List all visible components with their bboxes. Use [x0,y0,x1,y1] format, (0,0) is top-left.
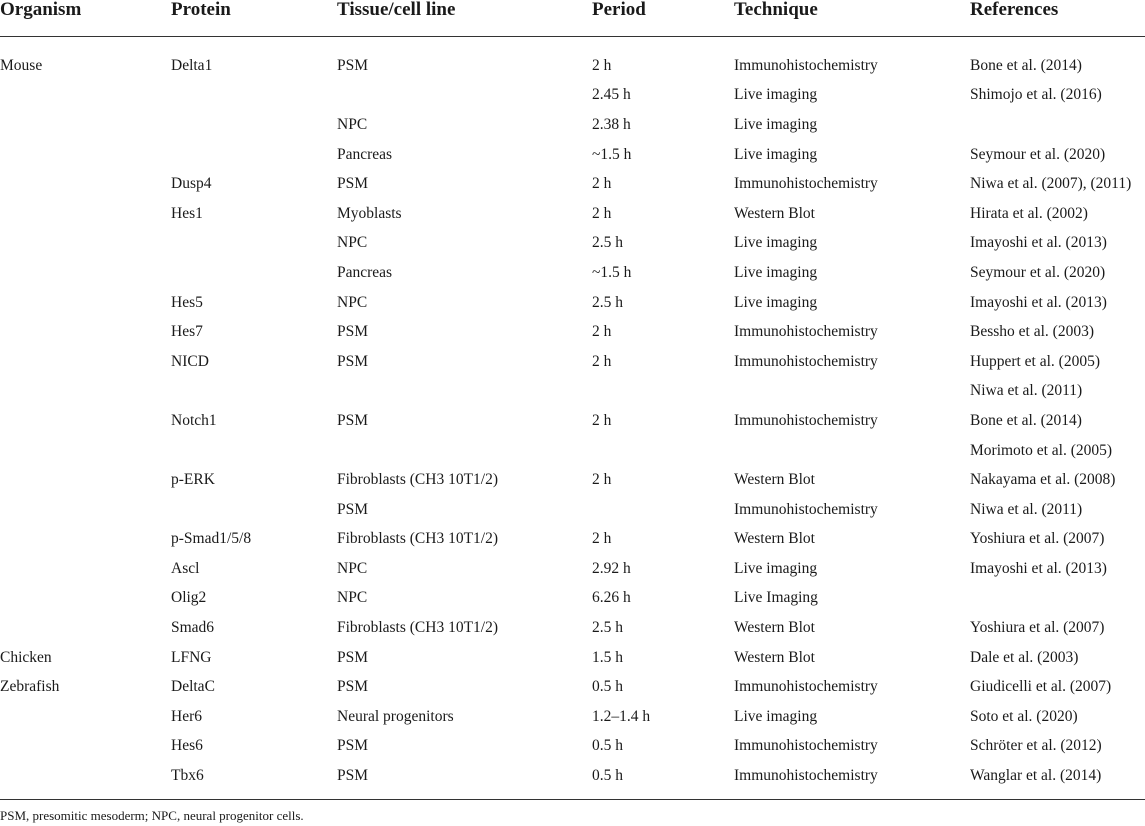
cell-period: 2.45 h [592,86,631,104]
cell-period: 2.5 h [592,619,623,637]
table-row [0,406,1145,436]
cell-protein [171,436,337,466]
cell-organism: Zebrafish [0,678,60,696]
cell-protein [171,229,337,259]
cell-tissue: NPC [337,589,368,607]
cell-reference: Wanglar et al. (2014) [970,767,1102,785]
cell-period: 2.92 h [592,559,631,577]
cell-tissue: Fibroblasts (CH3 10T1/2) [337,471,499,489]
cell-organism [0,199,171,229]
cell-reference: Yoshiura et al. (2007) [970,530,1105,548]
cell-reference: Huppert et al. (2005) [970,352,1100,370]
cell-protein: p-ERK [171,471,215,489]
table-row [0,258,1145,288]
cell-protein [171,377,337,407]
cell-tissue: PSM [337,411,369,429]
cell-protein: p-Smad1/5/8 [171,530,252,548]
cell-technique: Live imaging [734,263,818,281]
cell-tissue: NPC [337,293,368,311]
cell-period: 2.38 h [592,115,631,133]
cell-tissue: Fibroblasts (CH3 10T1/2) [337,619,499,637]
cell-tissue: Pancreas [337,263,393,281]
cell-reference: Niwa et al. (2011) [970,500,1083,518]
header-organism: Organism [0,0,171,37]
cell-protein: Notch1 [171,411,217,429]
cell-reference: Bessho et al. (2003) [970,323,1094,341]
cell-technique: Live imaging [734,234,818,252]
table-row [0,613,1145,643]
cell-protein [171,258,337,288]
table-row [0,761,1145,791]
header-tissue: Tissue/cell line [337,0,592,37]
cell-reference: Niwa et al. (2007), (2011) [970,175,1132,193]
cell-tissue [337,436,592,466]
table-body [0,37,1145,791]
cell-organism [0,169,171,199]
cell-period: 2 h [592,352,612,370]
cell-tissue: PSM [337,352,369,370]
cell-organism [0,317,171,347]
cell-period: ~1.5 h [592,145,632,163]
cell-organism [0,732,171,762]
cell-reference: Shimojo et al. (2016) [970,86,1102,104]
cell-period: 1.5 h [592,648,623,666]
cell-protein [171,495,337,525]
header-row [0,0,1145,37]
cell-technique: Western Blot [734,648,815,666]
cell-organism [0,495,171,525]
cell-tissue: Neural progenitors [337,707,454,725]
cell-period: 2 h [592,204,612,222]
cell-reference: Bone et al. (2014) [970,56,1082,74]
cell-period: 0.5 h [592,767,623,785]
cell-reference: Dale et al. (2003) [970,648,1079,666]
cell-reference: Nakayama et al. (2008) [970,471,1116,489]
cell-technique: Live imaging [734,707,818,725]
cell-protein: LFNG [171,648,212,666]
cell-reference: Morimoto et al. (2005) [970,441,1113,459]
table-row [0,81,1145,111]
table-row [0,495,1145,525]
cell-reference: Seymour et al. (2020) [970,263,1106,281]
cell-organism: Chicken [0,648,52,666]
cell-period: 2.5 h [592,234,623,252]
cell-organism [0,140,171,170]
table-row [0,51,1145,81]
table-row [0,377,1145,407]
cell-technique [734,436,970,466]
cell-technique: Immunohistochemistry [734,411,878,429]
cell-protein [171,140,337,170]
cell-reference: Schröter et al. (2012) [970,737,1102,755]
cell-technique: Live Imaging [734,589,818,607]
cell-tissue: PSM [337,767,369,785]
cell-reference: Imayoshi et al. (2013) [970,293,1107,311]
cell-period: 2 h [592,175,612,193]
cell-period: 6.26 h [592,589,631,607]
cell-protein: DeltaC [171,678,215,696]
cell-protein: Hes5 [171,293,203,311]
cell-tissue: PSM [337,500,369,518]
cell-technique: Immunohistochemistry [734,352,878,370]
cell-tissue: Myoblasts [337,204,402,222]
cell-technique: Immunohistochemistry [734,175,878,193]
cell-reference: Bone et al. (2014) [970,411,1082,429]
cell-organism [0,554,171,584]
cell-protein: Olig2 [171,589,207,607]
cell-period: 1.2–1.4 h [592,707,651,725]
cell-period [592,495,734,525]
table-row [0,554,1145,584]
cell-tissue: PSM [337,323,369,341]
cell-tissue: Pancreas [337,145,393,163]
cell-organism [0,525,171,555]
cell-protein [171,81,337,111]
cell-organism [0,110,171,140]
header-technique: Technique [734,0,970,37]
cell-reference: Imayoshi et al. (2013) [970,234,1107,252]
cell-reference: Imayoshi et al. (2013) [970,559,1107,577]
cell-organism [0,761,171,791]
cell-technique: Live imaging [734,145,818,163]
cell-technique: Western Blot [734,530,815,548]
cell-technique: Western Blot [734,471,815,489]
cell-protein: Delta1 [171,56,213,74]
table-row [0,140,1145,170]
cell-technique: Immunohistochemistry [734,678,878,696]
table-row [0,199,1145,229]
cell-reference [970,584,1145,614]
cell-protein: Her6 [171,707,202,725]
cell-technique: Immunohistochemistry [734,737,878,755]
header-spacer [0,37,1145,52]
table-footnote: PSM, presomitic mesoderm; NPC, neural progenitor cells. [0,808,304,823]
cell-reference: Hirata et al. (2002) [970,204,1088,222]
cell-organism [0,81,171,111]
cell-organism [0,288,171,318]
table-row [0,732,1145,762]
cell-protein: Hes7 [171,323,203,341]
cell-reference: Yoshiura et al. (2007) [970,619,1105,637]
cell-tissue: PSM [337,175,369,193]
cell-technique: Immunohistochemistry [734,323,878,341]
table-row [0,317,1145,347]
cell-organism [0,436,171,466]
cell-protein: Hes1 [171,204,203,222]
cell-organism [0,347,171,377]
cell-protein [171,110,337,140]
table-row [0,465,1145,495]
cell-technique: Immunohistochemistry [734,56,878,74]
cell-period: 2 h [592,56,612,74]
cell-technique [734,377,970,407]
table-row [0,169,1145,199]
cell-technique: Western Blot [734,619,815,637]
cell-organism [0,465,171,495]
cell-organism [0,613,171,643]
cell-protein: Smad6 [171,619,215,637]
cell-tissue: NPC [337,559,368,577]
header-protein: Protein [171,0,337,37]
table-row [0,672,1145,702]
cell-protein: NICD [171,352,209,370]
table-row [0,584,1145,614]
cell-organism [0,377,171,407]
cell-technique: Live imaging [734,86,818,104]
cell-technique: Western Blot [734,204,815,222]
cell-protein: Dusp4 [171,175,212,193]
table-row [0,436,1145,466]
cell-period: 2.5 h [592,293,623,311]
table-row [0,702,1145,732]
cell-tissue [337,377,592,407]
cell-period: 0.5 h [592,737,623,755]
cell-organism [0,406,171,436]
cell-technique: Live imaging [734,293,818,311]
cell-tissue: Fibroblasts (CH3 10T1/2) [337,530,499,548]
cell-period: 0.5 h [592,678,623,696]
cell-protein: Tbx6 [171,767,204,785]
table-row [0,288,1145,318]
table-row [0,347,1145,377]
cell-technique: Immunohistochemistry [734,767,878,785]
cell-technique: Live imaging [734,115,818,133]
table-header [0,0,1145,37]
cell-period: 2 h [592,323,612,341]
cell-organism: Mouse [0,56,43,74]
cell-period: ~1.5 h [592,263,632,281]
cell-reference: Soto et al. (2020) [970,707,1078,725]
cell-period: 2 h [592,530,612,548]
bottom-rule [0,799,1145,800]
cell-technique: Live imaging [734,559,818,577]
cell-reference: Giudicelli et al. (2007) [970,678,1112,696]
cell-period [592,436,734,466]
cell-protein: Ascl [171,559,200,577]
table-row [0,525,1145,555]
cell-reference: Seymour et al. (2020) [970,145,1106,163]
cell-organism [0,584,171,614]
cell-tissue: PSM [337,737,369,755]
table-row [0,643,1145,673]
cell-tissue: PSM [337,678,369,696]
cell-technique: Immunohistochemistry [734,500,878,518]
table-row [0,229,1145,259]
cell-protein: Hes6 [171,737,203,755]
cell-period [592,377,734,407]
cell-tissue [337,81,592,111]
header-period: Period [592,0,734,37]
cell-tissue: PSM [337,648,369,666]
header-references: References [970,0,1145,37]
cell-reference [970,110,1145,140]
cell-organism [0,702,171,732]
cell-tissue: PSM [337,56,369,74]
cell-period: 2 h [592,411,612,429]
cell-organism [0,258,171,288]
table-row [0,110,1145,140]
cell-reference: Niwa et al. (2011) [970,382,1083,400]
cell-tissue: NPC [337,234,368,252]
cell-tissue: NPC [337,115,368,133]
cell-organism [0,229,171,259]
cell-period: 2 h [592,471,612,489]
